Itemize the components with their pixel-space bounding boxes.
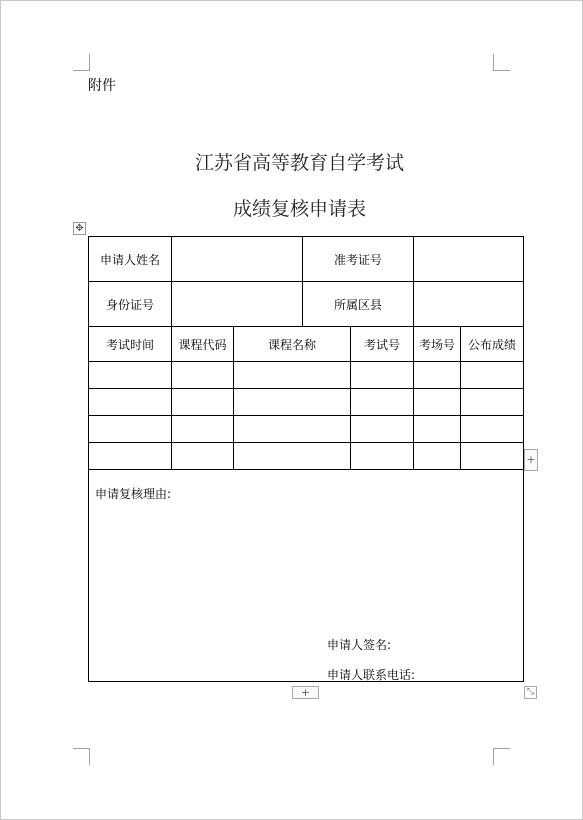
- column-header-exam-number: 考试号: [351, 327, 414, 362]
- table-cell[interactable]: [351, 389, 414, 416]
- table-cell[interactable]: [234, 416, 351, 443]
- column-header-room-number: 考场号: [414, 327, 461, 362]
- add-column-button[interactable]: +: [524, 449, 538, 471]
- admission-ticket-field[interactable]: [414, 237, 524, 282]
- add-row-button[interactable]: +: [292, 686, 319, 699]
- table-cell[interactable]: [89, 389, 172, 416]
- table-cell[interactable]: [414, 443, 461, 470]
- table-row: [89, 282, 524, 327]
- table-cell[interactable]: [461, 443, 524, 470]
- reason-cell[interactable]: [89, 470, 524, 682]
- move-cross-icon[interactable]: ✥: [73, 222, 86, 235]
- table-row: [89, 416, 524, 443]
- phone-label: 申请人联系电话:: [327, 668, 416, 682]
- table-cell[interactable]: [351, 416, 414, 443]
- column-header-published-score: 公布成绩: [461, 327, 524, 362]
- district-field[interactable]: [414, 282, 524, 327]
- applicant-name-field[interactable]: [172, 237, 303, 282]
- table-cell[interactable]: [351, 443, 414, 470]
- column-header-course-name: 课程名称: [234, 327, 351, 362]
- table-cell[interactable]: [461, 362, 524, 389]
- table-cell[interactable]: [234, 443, 351, 470]
- table-row: [89, 237, 524, 282]
- crop-mark-bottom-left: [73, 748, 90, 765]
- table-cell[interactable]: [172, 443, 234, 470]
- table-cell[interactable]: [172, 362, 234, 389]
- crop-mark-top-left: [73, 54, 90, 71]
- crop-mark-bottom-right: [493, 748, 510, 765]
- application-form-table: [88, 236, 524, 682]
- table-cell[interactable]: [414, 362, 461, 389]
- table-cell[interactable]: [89, 362, 172, 389]
- signature-label: 申请人签名:: [327, 638, 392, 652]
- column-header-course-code: 课程代码: [172, 327, 234, 362]
- crop-mark-top-right: [493, 54, 510, 71]
- table-cell[interactable]: [89, 416, 172, 443]
- table-row: [89, 389, 524, 416]
- resize-diagonal-icon[interactable]: ⤡: [524, 686, 537, 699]
- table-cell[interactable]: [414, 389, 461, 416]
- attachment-label: 附件: [88, 78, 116, 94]
- table-cell[interactable]: [89, 443, 172, 470]
- table-cell[interactable]: [461, 416, 524, 443]
- admission-ticket-label: 准考证号: [303, 237, 414, 282]
- document-title: 江苏省高等教育自学考试: [194, 152, 404, 174]
- table-row: [89, 362, 524, 389]
- table-cell[interactable]: [461, 389, 524, 416]
- table-row: [89, 470, 524, 682]
- column-header-exam-time: 考试时间: [89, 327, 172, 362]
- table-cell[interactable]: [172, 389, 234, 416]
- id-number-field[interactable]: [172, 282, 303, 327]
- applicant-name-label: 申请人姓名: [89, 237, 172, 282]
- table-cell[interactable]: [414, 416, 461, 443]
- reason-label: 申请复核理由:: [95, 487, 172, 501]
- table-cell[interactable]: [351, 362, 414, 389]
- district-label: 所属区县: [303, 282, 414, 327]
- id-number-label: 身份证号: [89, 282, 172, 327]
- table-cell[interactable]: [172, 416, 234, 443]
- table-row: [89, 443, 524, 470]
- table-cell[interactable]: [234, 362, 351, 389]
- document-subtitle: 成绩复核申请表: [232, 198, 366, 220]
- table-cell[interactable]: [234, 389, 351, 416]
- table-header-row: [89, 327, 524, 362]
